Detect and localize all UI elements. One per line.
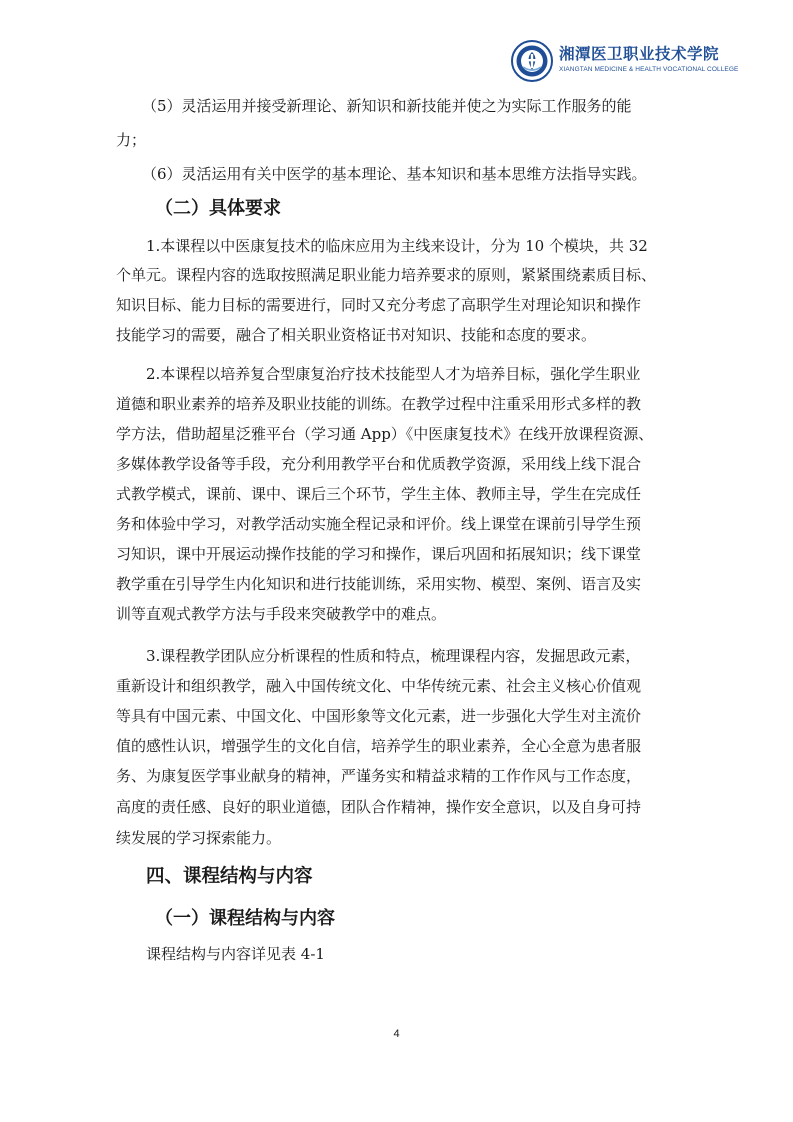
p2-line: 训等直观式教学方法与手段来突破教学中的难点。 (116, 605, 447, 623)
p3-line: 务、为康复医学事业献身的精神，严谨务实和精益求精的工作作风与工作态度， (116, 767, 642, 785)
p3-line: 重新设计和组织教学，融入中国传统文化、中华传统元素、社会主义核心价值观 (116, 677, 642, 695)
p2-line: 式教学模式，课前、课中、课后三个环节，学生主体、教师主导，学生在完成任 (116, 485, 642, 503)
item-6: （6）灵活运用有关中医学的基本理论、基本知识和基本思维方法指导实践。 (142, 165, 647, 183)
section-heading: （二）具体要求 (155, 198, 281, 219)
p2-line: 务和体验中学习，对教学活动实施全程记录和评价。线上课堂在课前引导学生预 (116, 515, 642, 533)
p1-line: 个单元。课程内容的选取按照满足职业能力培养要求的原则，紧紧围绕素质目标、 (116, 266, 657, 284)
p3-line: 高度的责任感、良好的职业道德，团队合作精神，操作安全意识，以及自身可持 (116, 798, 642, 816)
page-number: 4 (393, 1028, 400, 1040)
logo-english-name: XIANGTAN MEDICINE & HEALTH VOCATIONAL COLLEGE (559, 66, 739, 73)
subsection-heading: （一）课程结构与内容 (155, 908, 335, 929)
logo-chinese-name: 湘潭医卫职业技术学院 (559, 44, 720, 63)
item-5-line-2: 力； (116, 131, 147, 149)
p1-line: 技能学习的需要，融合了相关职业资格证书对知识、技能和态度的要求。 (116, 326, 597, 344)
p2-line: 习知识，课中开展运动操作技能的学习和操作，课后巩固和拓展知识；线下课堂 (116, 545, 642, 563)
p2-line: 学方法，借助超星泛雅平台（学习通 App）《中医康复技术》在线开放课程资源、 (116, 425, 654, 443)
p3-line: 续发展的学习探索能力。 (116, 829, 282, 847)
p2-line: 多媒体教学设备等手段，充分利用教学平台和优质教学资源，采用线上线下混合 (116, 455, 642, 473)
p2-line: 2.本课程以培养复合型康复治疗技术技能型人才为培养目标，强化学生职业 (146, 365, 641, 383)
p2-line: 道德和职业素养的培养及职业技能的训练。在教学过程中注重采用形式多样的教 (116, 395, 642, 413)
college-emblem-icon (511, 40, 553, 82)
item-5-line-1: （5）灵活运用并接受新理论、新知识和新技能并使之为实际工作服务的能 (142, 97, 632, 115)
p1-line: 知识目标、能力目标的需要进行，同时又充分考虑了高职学生对理论知识和操作 (116, 296, 642, 314)
p1-line: 1.本课程以中医康复技术的临床应用为主线来设计，分为 10 个模块，共 32 (146, 237, 648, 255)
p3-line: 等具有中国元素、中国文化、中国形象等文化元素，进一步强化大学生对主流价 (116, 707, 642, 725)
p3-line: 值的感性认识，增强学生的文化自信，培养学生的职业素养，全心全意为患者服 (116, 737, 642, 755)
table-reference: 课程结构与内容详见表 4-1 (146, 945, 325, 963)
college-logo-header (511, 40, 771, 86)
p2-line: 教学重在引导学生内化知识和进行技能训练，采用实物、模型、案例、语言及实 (116, 575, 642, 593)
p3-line: 3.课程教学团队应分析课程的性质和特点，梳理课程内容，发掘思政元素， (146, 647, 641, 665)
chapter-heading: 四、课程结构与内容 (146, 866, 313, 887)
